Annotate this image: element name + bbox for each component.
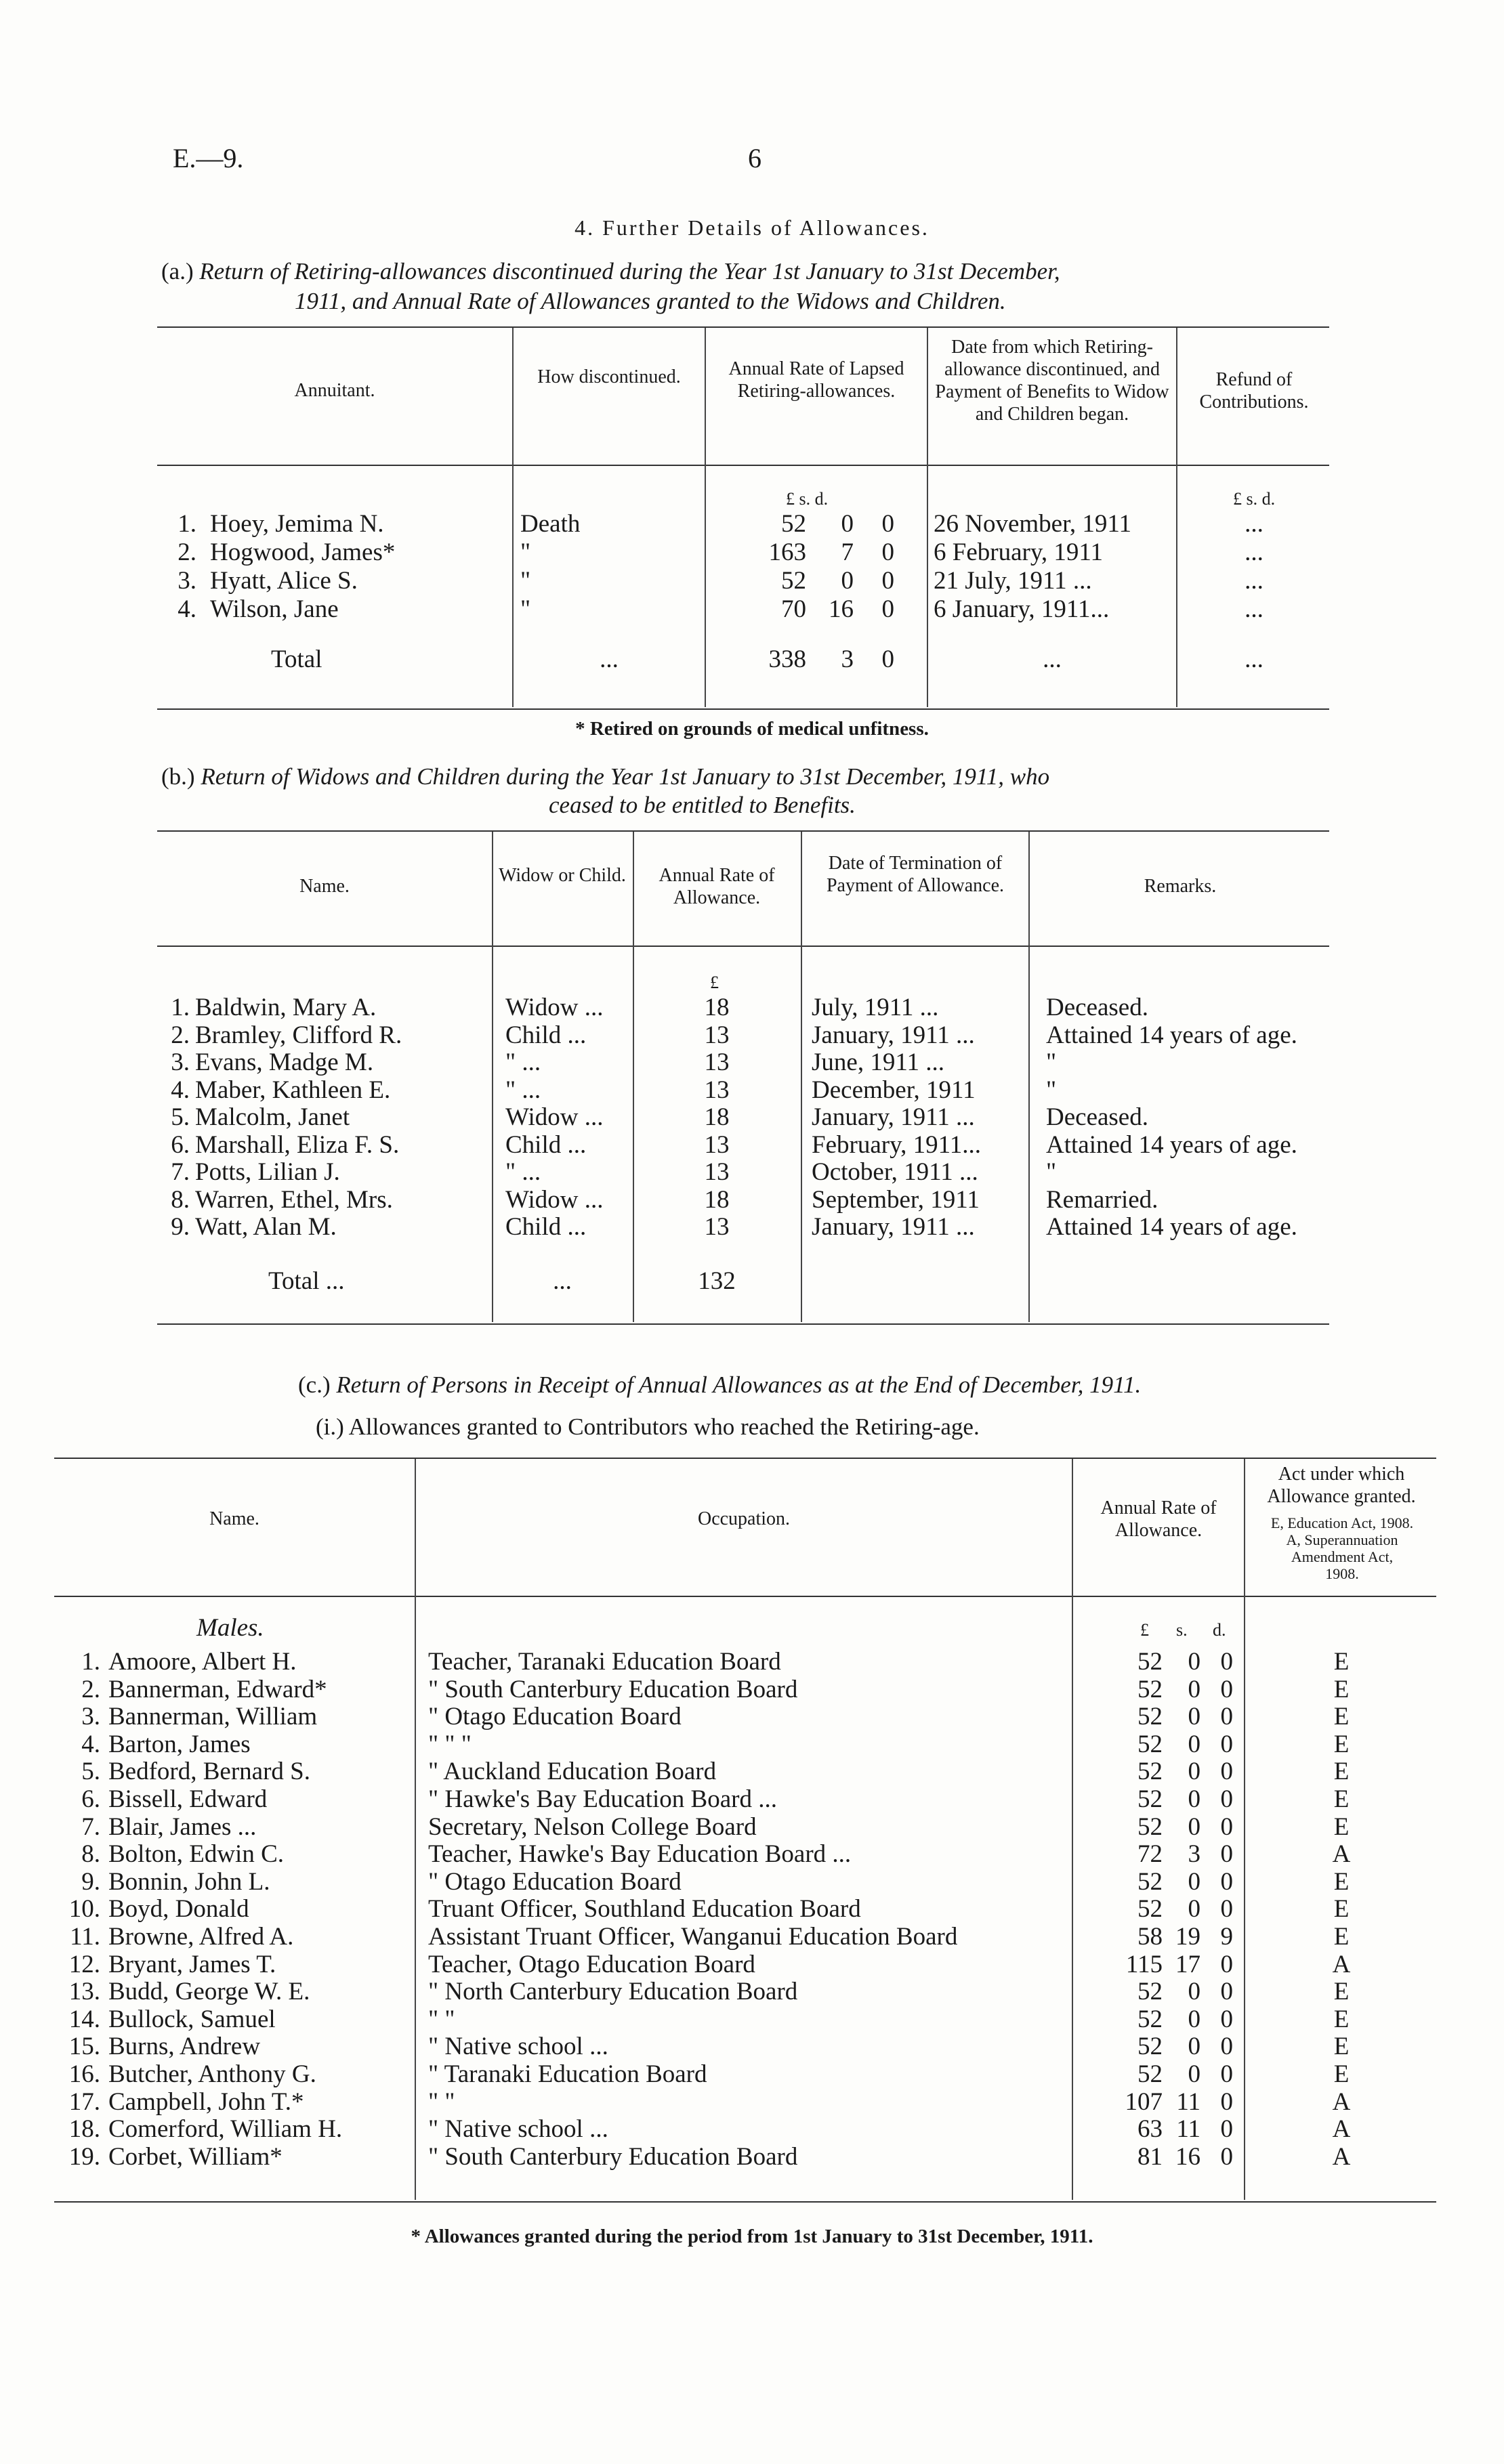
remark: ": [1046, 1076, 1057, 1104]
occupation: " Otago Education Board: [428, 1703, 682, 1731]
rate-pounds: 52: [1137, 2005, 1163, 2033]
termination-date: June, 1911 ...: [812, 1048, 944, 1076]
row-number: 1.: [81, 1648, 100, 1676]
row-number: 19.: [68, 2142, 100, 2171]
person-name: Burns, Andrew: [108, 2033, 261, 2061]
col-name: Name.: [209, 1508, 259, 1529]
act-legend: E, Education Act, 1908. A, Superannuation Amendment Act, 1908.: [1270, 1514, 1414, 1582]
person-name: Baldwin, Mary A.: [195, 994, 377, 1021]
rate-pence: 0: [1220, 1648, 1233, 1676]
row-number: 11.: [70, 1923, 100, 1951]
rate-pounds: 58: [1137, 1923, 1163, 1951]
rate-pence: 0: [1220, 2115, 1233, 2144]
rate-shillings: 0: [1188, 1648, 1200, 1676]
rule: [54, 2201, 1436, 2203]
rate-pounds: 52: [1137, 1785, 1163, 1813]
occupation: " Taranaki Education Board: [428, 2060, 707, 2088]
rate-pounds: 72: [1137, 1840, 1163, 1869]
group-males: Males.: [196, 1614, 264, 1642]
termination-date: January, 1911 ...: [812, 1213, 975, 1241]
rate-pence: 0: [1220, 1867, 1233, 1896]
person-name: Bedford, Bernard S.: [108, 1758, 310, 1786]
refund: ...: [1245, 538, 1263, 566]
rate-pounds: 52: [1137, 1730, 1163, 1758]
annuitant-name: Hyatt, Alice S.: [210, 567, 358, 595]
termination-date: January, 1911 ...: [812, 1103, 975, 1131]
row-number: 16.: [68, 2060, 100, 2088]
occupation: " Native school ...: [428, 2033, 608, 2061]
rate-shillings: 19: [1175, 1923, 1200, 1951]
rate-shillings: 17: [1175, 1950, 1200, 1978]
termination-date: October, 1911 ...: [812, 1158, 978, 1186]
row-number: 1.: [177, 510, 196, 538]
divider: [705, 328, 706, 707]
date-discontinued: 6 January, 1911...: [934, 595, 1110, 623]
row-number: 12.: [68, 1950, 100, 1978]
units-pound: £: [710, 973, 719, 992]
remark: Remarried.: [1046, 1185, 1158, 1214]
termination-date: January, 1911 ...: [812, 1021, 975, 1049]
date-discontinued: 26 November, 1911: [934, 510, 1132, 538]
person-name: Maber, Kathleen E.: [195, 1076, 391, 1104]
rate-pounds: 52: [1137, 1867, 1163, 1896]
section-b-heading-line1: Return of Widows and Children during the Year 1st January to 31st December, 1911, who: [201, 763, 1050, 790]
rate-pence: 0: [1220, 2142, 1233, 2171]
section-a-heading-line1: Return of Retiring-allowances discontinued during the Year 1st January to 31st December,: [199, 258, 1060, 284]
annual-rate: 13: [704, 1021, 730, 1049]
rate-pence: 0: [1220, 1978, 1233, 2006]
rate-shillings: 0: [841, 510, 854, 538]
rate-pounds: 52: [1137, 1703, 1163, 1731]
rate-pounds: 52: [1137, 1978, 1163, 2006]
rate-pounds: 63: [1137, 2115, 1163, 2144]
divider: [1028, 832, 1030, 1322]
col-widow-or-child: Widow or Child.: [499, 865, 626, 886]
occupation: " South Canterbury Education Board: [428, 2142, 798, 2171]
rule: [54, 1458, 1436, 1459]
rate-shillings: 0: [1188, 1730, 1200, 1758]
col-refund: Refund of Contributions.: [1199, 369, 1309, 412]
col-occupation: Occupation.: [697, 1508, 791, 1529]
annual-rate: 18: [704, 1103, 730, 1131]
row-number: 10.: [68, 1895, 100, 1924]
rate-shillings: 0: [841, 567, 854, 595]
rate-pounds: 52: [1137, 2033, 1163, 2061]
rate-shillings: 0: [1188, 1812, 1200, 1841]
page-reference: E.—9.: [173, 143, 244, 173]
annual-rate: 18: [704, 1185, 730, 1214]
act: E: [1333, 1675, 1350, 1703]
how-discontinued: ": [520, 595, 531, 623]
units-refund: £ s. d.: [1233, 489, 1276, 509]
person-name: Comerford, William H.: [108, 2115, 343, 2144]
rate-pounds: 107: [1125, 2087, 1163, 2116]
total-refund: ...: [1245, 645, 1263, 673]
section-b-heading-cont: ceased to be entitled to Benefits.: [549, 792, 856, 818]
person-name: Campbell, John T.*: [108, 2087, 304, 2116]
act: A: [1332, 1950, 1351, 1978]
person-name: Butcher, Anthony G.: [108, 2060, 316, 2088]
section-a-heading: [161, 256, 1060, 287]
remark: Deceased.: [1046, 994, 1148, 1021]
how-discontinued: Death: [520, 510, 581, 538]
row-number: 17.: [68, 2087, 100, 2116]
widow-or-child: Child ...: [505, 1021, 587, 1049]
widow-or-child: Child ...: [505, 1130, 587, 1159]
section-c-heading: [298, 1369, 1141, 1401]
person-name: Bolton, Edwin C.: [108, 1840, 285, 1869]
row-number: 8.: [171, 1185, 190, 1214]
person-name: Potts, Lilian J.: [195, 1158, 340, 1186]
annual-rate: 13: [704, 1158, 730, 1186]
act: E: [1333, 1730, 1350, 1758]
section-c-label: (c.): [298, 1372, 331, 1398]
total-pounds: 338: [768, 645, 806, 673]
total-shillings: 3: [841, 645, 854, 673]
act: A: [1332, 2142, 1351, 2171]
date-discontinued: 21 July, 1911 ...: [934, 567, 1092, 595]
row-number: 6.: [171, 1130, 190, 1159]
occupation: Truant Officer, Southland Education Board: [428, 1895, 861, 1924]
unit-pence: d.: [1213, 1620, 1226, 1640]
row-number: 14.: [68, 2005, 100, 2033]
rate-pence: 0: [881, 595, 894, 623]
remark: ": [1046, 1048, 1057, 1076]
section-c-subheading: (i.) Allowances granted to Contributors who reached the Retiring-age.: [316, 1414, 980, 1440]
rate-shillings: 11: [1176, 2115, 1200, 2144]
rate-pence: 0: [1220, 2087, 1233, 2116]
col-termination-date: Date of Termination of Payment of Allowance.: [826, 853, 1005, 896]
widow-or-child: Widow ...: [505, 1103, 604, 1131]
occupation: " Native school ...: [428, 2115, 608, 2144]
row-number: 3.: [171, 1048, 190, 1076]
termination-date: September, 1911: [812, 1185, 980, 1214]
rate-shillings: 16: [1175, 2142, 1200, 2171]
remark: Attained 14 years of age.: [1046, 1021, 1297, 1049]
person-name: Boyd, Donald: [108, 1895, 249, 1924]
rate-pence: 0: [1220, 1812, 1233, 1841]
row-number: 9.: [171, 1213, 190, 1241]
rate-pence: 0: [1220, 1730, 1233, 1758]
rate-shillings: 7: [841, 538, 854, 566]
rate-shillings: 0: [1188, 1785, 1200, 1813]
row-number: 13.: [68, 1978, 100, 2006]
unit-pound: £: [1140, 1620, 1149, 1640]
widow-or-child: " ...: [505, 1158, 541, 1186]
annual-rate: 18: [704, 994, 730, 1021]
person-name: Budd, George W. E.: [108, 1978, 310, 2006]
row-number: 4.: [177, 595, 196, 623]
how-discontinued: ": [520, 567, 531, 595]
widow-or-child: Child ...: [505, 1213, 587, 1241]
rate-pounds: 52: [1137, 1895, 1163, 1924]
rate-shillings: 16: [829, 595, 854, 623]
section-a-label: (a.): [161, 258, 194, 284]
rate-shillings: 0: [1188, 1867, 1200, 1896]
act: A: [1332, 1840, 1351, 1869]
termination-date: July, 1911 ...: [812, 994, 939, 1021]
occupation: " Auckland Education Board: [428, 1758, 717, 1786]
person-name: Malcolm, Janet: [195, 1103, 350, 1131]
col-annual-rate: Annual Rate of Allowance.: [659, 865, 775, 908]
row-number: 3.: [81, 1703, 100, 1731]
row-number: 15.: [68, 2033, 100, 2061]
rate-pence: 9: [1220, 1923, 1233, 1951]
row-number: 18.: [68, 2115, 100, 2144]
widow-or-child: " ...: [505, 1076, 541, 1104]
divider: [512, 328, 514, 707]
rate-pounds: 52: [1137, 1675, 1163, 1703]
person-name: Barton, James: [108, 1730, 251, 1758]
rate-pence: 0: [1220, 2033, 1233, 2061]
occupation: Secretary, Nelson College Board: [428, 1812, 757, 1841]
total-type: ...: [553, 1267, 572, 1295]
divider: [1176, 328, 1177, 707]
occupation: " Hawke's Bay Education Board ...: [428, 1785, 777, 1813]
rate-pence: 0: [1220, 1703, 1233, 1731]
rate-shillings: 0: [1188, 2060, 1200, 2088]
row-number: 4.: [171, 1076, 190, 1104]
rate-pence: 0: [1220, 1785, 1233, 1813]
col-date-discontinued: Date from which Retiring-allowance discontinued, and Payment of Benefits to Widow and Children began.: [935, 337, 1169, 425]
total-label: Total ...: [268, 1267, 345, 1295]
person-name: Amoore, Albert H.: [108, 1648, 297, 1676]
rate-pounds: 52: [1137, 2060, 1163, 2088]
person-name: Bullock, Samuel: [108, 2005, 276, 2033]
act: E: [1333, 2005, 1350, 2033]
act: E: [1333, 1703, 1350, 1731]
rate-pence: 0: [881, 538, 894, 566]
row-number: 2.: [177, 538, 196, 566]
act: E: [1333, 1785, 1350, 1813]
rate-pence: 0: [1220, 1840, 1233, 1869]
divider: [633, 832, 634, 1322]
rule: [157, 830, 1329, 832]
rate-pence: 0: [1220, 1950, 1233, 1978]
annual-rate: 13: [704, 1130, 730, 1159]
act: E: [1333, 1812, 1350, 1841]
row-number: 5.: [171, 1103, 190, 1131]
person-name: Corbet, William*: [108, 2142, 283, 2171]
termination-date: February, 1911...: [812, 1130, 982, 1159]
rate-shillings: 0: [1188, 1978, 1200, 2006]
row-number: 2.: [81, 1675, 100, 1703]
refund: ...: [1245, 567, 1263, 595]
rate-pence: 0: [881, 510, 894, 538]
col-act: Act under which Allowance granted.: [1267, 1464, 1416, 1507]
occupation: " " ": [428, 1730, 472, 1758]
person-name: Evans, Madge M.: [195, 1048, 374, 1076]
remark: ": [1046, 1158, 1057, 1186]
date-discontinued: 6 February, 1911: [934, 538, 1104, 566]
divider: [801, 832, 802, 1322]
rate-shillings: 3: [1188, 1840, 1200, 1869]
rate-shillings: 0: [1188, 2005, 1200, 2033]
total-how: ...: [600, 645, 619, 673]
occupation: Assistant Truant Officer, Wanganui Education Board: [428, 1923, 958, 1951]
person-name: Bonnin, John L.: [108, 1867, 270, 1896]
annual-rate: 13: [704, 1048, 730, 1076]
total-date: ...: [1043, 645, 1062, 673]
row-number: 8.: [81, 1840, 100, 1869]
rate-pence: 0: [1220, 1758, 1233, 1786]
occupation: " South Canterbury Education Board: [428, 1675, 798, 1703]
rate-shillings: 0: [1188, 1675, 1200, 1703]
rate-pounds: 81: [1137, 2142, 1163, 2171]
annual-rate: 13: [704, 1213, 730, 1241]
annuitant-name: Hoey, Jemima N.: [210, 510, 384, 538]
rate-pence: 0: [881, 567, 894, 595]
annual-rate: 13: [704, 1076, 730, 1104]
act: E: [1333, 1867, 1350, 1896]
rate-pence: 0: [1220, 2060, 1233, 2088]
rate-shillings: 0: [1188, 1703, 1200, 1731]
section-c-heading-text: Return of Persons in Receipt of Annual Allowances as at the End of December, 1911.: [336, 1372, 1142, 1398]
rule: [157, 708, 1329, 710]
person-name: Bannerman, William: [108, 1703, 318, 1731]
act: E: [1333, 1758, 1350, 1786]
divider: [415, 1459, 416, 2200]
rule: [157, 326, 1329, 328]
page-number: 6: [748, 143, 761, 173]
rate-pounds: 70: [781, 595, 806, 623]
unit-shilling: s.: [1176, 1620, 1188, 1640]
occupation: " ": [428, 2087, 455, 2116]
row-number: 6.: [81, 1785, 100, 1813]
col-annuitant: Annuitant.: [294, 380, 375, 401]
annuitant-name: Hogwood, James*: [210, 538, 396, 566]
act: E: [1333, 2060, 1350, 2088]
divider: [927, 328, 928, 707]
row-number: 4.: [81, 1730, 100, 1758]
col-annual-rate: Annual Rate of Allowance.: [1100, 1497, 1217, 1541]
occupation: Teacher, Taranaki Education Board: [428, 1648, 781, 1676]
widow-or-child: Widow ...: [505, 994, 604, 1021]
row-number: 7.: [171, 1158, 190, 1186]
act: E: [1333, 1978, 1350, 2006]
rate-pounds: 52: [1137, 1648, 1163, 1676]
rate-pounds: 52: [1137, 1812, 1163, 1841]
rate-pounds: 115: [1125, 1950, 1163, 1978]
rule: [157, 1323, 1329, 1325]
units-rate: £ s. d.: [786, 489, 829, 509]
col-how-discontinued: How discontinued.: [537, 366, 681, 387]
refund: ...: [1245, 510, 1263, 538]
act: E: [1333, 1895, 1350, 1924]
rate-shillings: 0: [1188, 2033, 1200, 2061]
remark: Deceased.: [1046, 1103, 1148, 1131]
rule: [157, 465, 1329, 466]
row-number: 1.: [171, 994, 190, 1021]
act: E: [1333, 2033, 1350, 2061]
rate-shillings: 11: [1176, 2087, 1200, 2116]
act: A: [1332, 2087, 1351, 2116]
act: E: [1333, 1923, 1350, 1951]
occupation: Teacher, Hawke's Bay Education Board ...: [428, 1840, 852, 1869]
rate-shillings: 0: [1188, 1758, 1200, 1786]
occupation: " North Canterbury Education Board: [428, 1978, 798, 2006]
section-a-footnote: * Retired on grounds of medical unfitness.: [575, 718, 929, 740]
rate-pence: 0: [1220, 1895, 1233, 1924]
row-number: 2.: [171, 1021, 190, 1049]
person-name: Marshall, Eliza F. S.: [195, 1130, 400, 1159]
row-number: 3.: [177, 567, 196, 595]
person-name: Bissell, Edward: [108, 1785, 268, 1813]
total-label: Total: [271, 645, 322, 673]
col-name: Name.: [299, 876, 350, 897]
act: A: [1332, 2115, 1351, 2144]
total-pence: 0: [881, 645, 894, 673]
rate-pence: 0: [1220, 1675, 1233, 1703]
remark: Attained 14 years of age.: [1046, 1213, 1297, 1241]
occupation: Teacher, Otago Education Board: [428, 1950, 755, 1978]
section-a-heading-cont: 1911, and Annual Rate of Allowances granted to the Widows and Children.: [295, 288, 1006, 314]
row-number: 5.: [81, 1758, 100, 1786]
total-rate: 132: [698, 1267, 736, 1295]
person-name: Browne, Alfred A.: [108, 1923, 294, 1951]
row-number: 9.: [81, 1867, 100, 1896]
rule: [157, 946, 1329, 947]
divider: [1072, 1459, 1073, 2200]
rate-pounds: 52: [1137, 1758, 1163, 1786]
col-remarks: Remarks.: [1144, 876, 1217, 897]
document-title: 4. Further Details of Allowances.: [575, 215, 929, 240]
occupation: " Otago Education Board: [428, 1867, 682, 1896]
occupation: " ": [428, 2005, 455, 2033]
refund: ...: [1245, 595, 1263, 623]
person-name: Bramley, Clifford R.: [195, 1021, 402, 1049]
person-name: Watt, Alan M.: [195, 1213, 337, 1241]
rate-pounds: 52: [781, 567, 806, 595]
termination-date: December, 1911: [812, 1076, 976, 1104]
rate-pounds: 163: [768, 538, 806, 566]
act: E: [1333, 1648, 1350, 1676]
rule: [54, 1596, 1436, 1597]
section-b-label: (b.): [161, 763, 195, 790]
section-b-heading: [161, 761, 1049, 792]
widow-or-child: Widow ...: [505, 1185, 604, 1214]
person-name: Bannerman, Edward*: [108, 1675, 327, 1703]
rate-shillings: 0: [1188, 1895, 1200, 1924]
rate-pence: 0: [1220, 2005, 1233, 2033]
section-c-footnote: * Allowances granted during the period from 1st January to 31st December, 1911.: [411, 2226, 1093, 2247]
remark: Attained 14 years of age.: [1046, 1130, 1297, 1159]
rate-pounds: 52: [781, 510, 806, 538]
person-name: Blair, James ...: [108, 1812, 257, 1841]
annuitant-name: Wilson, Jane: [210, 595, 339, 623]
person-name: Bryant, James T.: [108, 1950, 276, 1978]
col-lapsed-rate: Annual Rate of Lapsed Retiring-allowances.: [728, 358, 904, 402]
person-name: Warren, Ethel, Mrs.: [195, 1185, 393, 1214]
widow-or-child: " ...: [505, 1048, 541, 1076]
row-number: 7.: [81, 1812, 100, 1841]
divider: [492, 832, 493, 1322]
how-discontinued: ": [520, 538, 531, 566]
